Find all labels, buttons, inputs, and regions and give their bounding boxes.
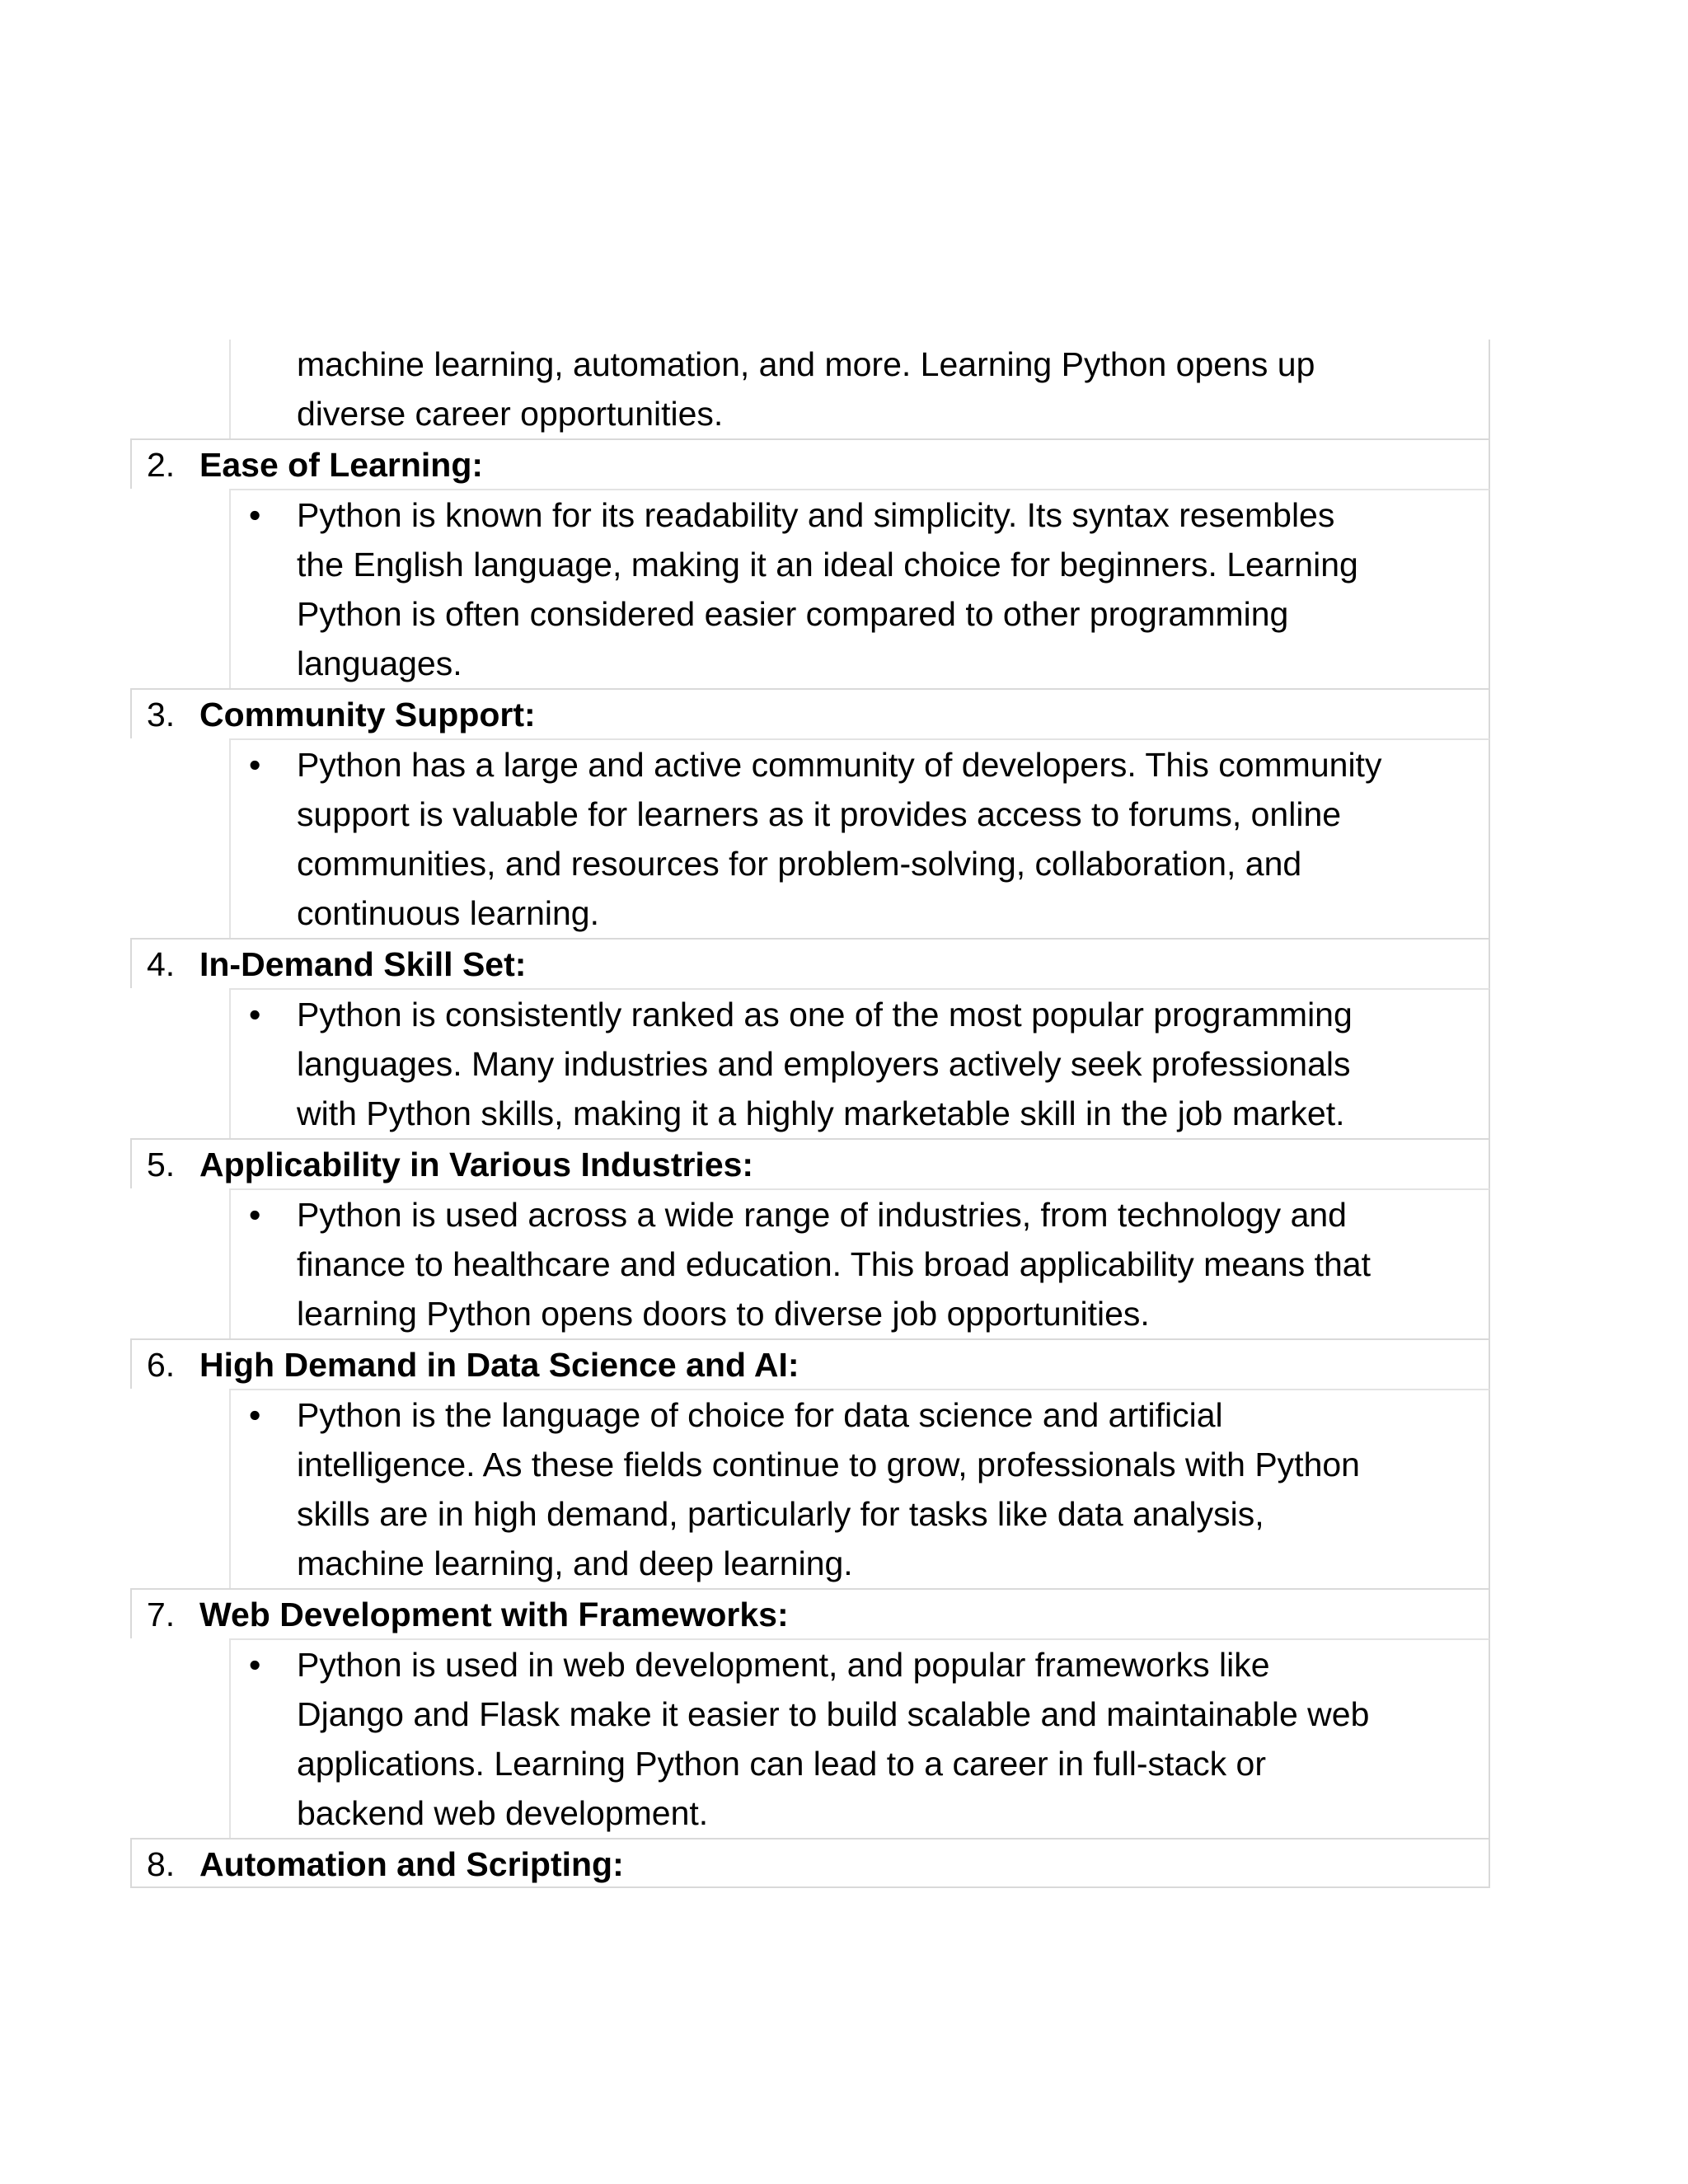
item-3-number: 3. [147,696,176,733]
list-item-body-2 [229,489,1490,688]
item-3-title: Community Support: [199,696,536,733]
list-item-heading-7 [130,1588,1490,1638]
item-2-title: Ease of Learning: [199,446,484,484]
item-7-text: Python is used in web development, and popular frameworks like Django and Flask make it easier to build scalable and maintainable web applications. Learning Python can lead to a career in full-stack or backend web development. [297,1646,1370,1832]
item-4-text: Python is consistently ranked as one of the most popular programming languages. Many industries and employers actively seek professionals with Python skills, making it a highly marketable skill in the job market. [297,996,1353,1132]
bullet-icon: • [249,996,261,1033]
list-item-heading-6 [130,1338,1490,1389]
list-item-body-6 [229,1389,1490,1588]
item-6-title: High Demand in Data Science and AI: [199,1346,799,1384]
bullet-icon: • [249,746,261,784]
item-3-text: Python has a large and active community of developers. This community support is valuable for learners as it provides access to forums, online communities, and resources for problem-solving, collaboration, and continuous learning. [297,746,1382,932]
list-item-body-7 [229,1638,1490,1838]
list-item-body-4 [229,988,1490,1138]
list-item-heading-2 [130,438,1490,489]
list-item-body-5 [229,1188,1490,1338]
bullet-icon: • [249,1646,261,1684]
item-8-number: 8. [147,1845,176,1883]
document-content [130,340,1490,1888]
item-2-number: 2. [147,446,176,484]
item-1-continuation-text: machine learning, automation, and more. Learning Python opens up diverse career opportunities. [297,345,1315,433]
item-5-number: 5. [147,1146,176,1183]
item-7-title: Web Development with Frameworks: [199,1596,789,1633]
item-2-text: Python is known for its readability and simplicity. Its syntax resembles the English language, making it an ideal choice for beginners. Learning Python is often considered easier compared to other programming languages. [297,496,1358,682]
list-item-body-3 [229,738,1490,938]
list-item-heading-5 [130,1138,1490,1188]
item-5-text: Python is used across a wide range of industries, from technology and finance to healthcare and education. This broad applicability means that learning Python opens doors to diverse job opportunities. [297,1196,1371,1333]
item-7-number: 7. [147,1596,176,1633]
item-4-title: In-Demand Skill Set: [199,945,527,983]
list-item-heading-8 [130,1838,1490,1888]
list-item-heading-3 [130,688,1490,738]
bullet-icon: • [249,496,261,534]
item-6-text: Python is the language of choice for data science and artificial intelligence. As these fields continue to grow, professionals with Python skills are in high demand, particularly for tasks like data analysis, machine learning, and deep learning. [297,1396,1360,1582]
list-item-body-1 [229,340,1490,438]
item-6-number: 6. [147,1346,176,1384]
list-item-heading-4 [130,938,1490,988]
item-5-title: Applicability in Various Industries: [199,1146,754,1183]
bullet-icon: • [249,1196,261,1234]
item-8-title: Automation and Scripting: [199,1845,624,1883]
bullet-icon: • [249,1396,261,1434]
item-4-number: 4. [147,945,176,983]
